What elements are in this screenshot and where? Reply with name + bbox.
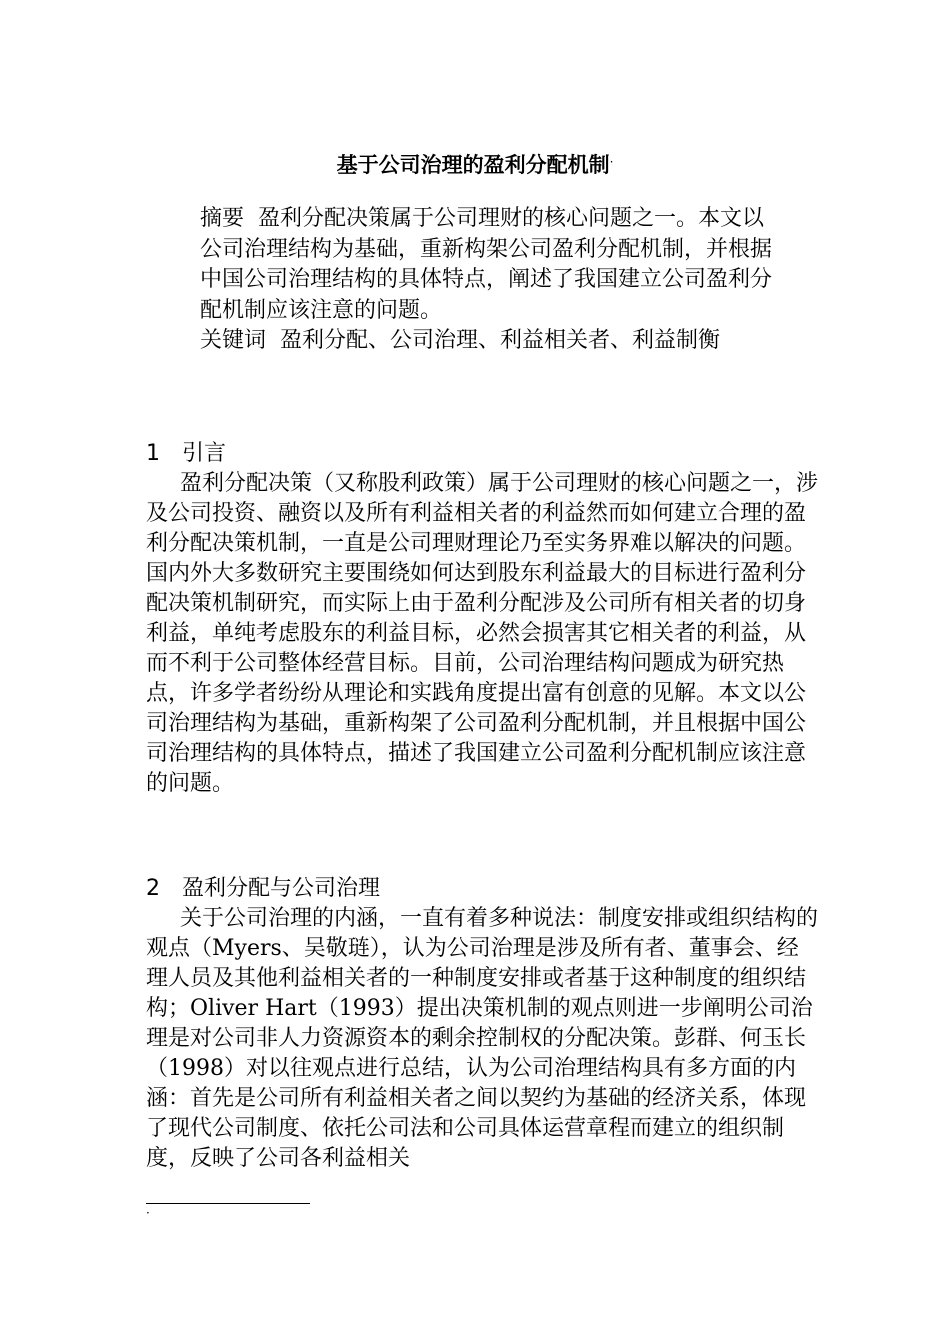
section-number: 2 xyxy=(146,876,160,901)
footnote-marker: · xyxy=(146,1206,150,1220)
section-title: 盈利分配与公司治理 xyxy=(182,876,381,901)
section-heading xyxy=(146,873,818,904)
keywords-paragraph xyxy=(200,326,780,357)
keywords-label: 关键词 xyxy=(200,328,267,353)
paper-title xyxy=(0,146,950,181)
section-paragraph: 关于公司治理的内涵，一直有着多种说法：制度安排或组织结构的观点（Myers、吴敬琏），认为公司治理是涉及所有者、董事会、经理人员及其他利益相关者的一种制度安排或者基于这种制度的组织结构；Oliver Hart（1993）提出决策机制的观点则进一步阐明公司治理是对公司非人力资源资本的剩余控制权的分配决策。彭群、何玉长（1998）对以往观点进行总结，认为公司治理结构具有多方面的内涵：首先是公司所有利益相关者之间以契约为基础的经济关系，体现了现代公司制度、依托公司法和公司具体运营章程而建立的组织制度，反映了公司各利益相关 xyxy=(146,906,819,1171)
paper-title-text: 基于公司治理的盈利分配机制 xyxy=(336,153,610,177)
section-heading xyxy=(146,438,818,469)
abstract-block xyxy=(200,204,780,357)
abstract-label: 摘要 xyxy=(200,206,245,231)
section-profit-distribution-governance xyxy=(146,873,818,1174)
section-paragraph: 盈利分配决策（又称股利政策）属于公司理财的核心问题之一，涉及公司投资、融资以及所有利益相关者的利益然而如何建立合理的盈利分配决策机制，一直是公司理财理论乃至实务界难以解决的问题。国内外大多数研究主要围绕如何达到股东利益最大的目标进行盈利分配决策机制研究，而实际上由于盈利分配涉及公司所有相关者的切身利益，单纯考虑股东的利益目标，必然会损害其它相关者的利益，从而不利于公司整体经营目标。目前，公司治理结构问题成为研究热点，许多学者纷纷从理论和实践角度提出富有创意的见解。本文以公司治理结构为基础，重新构架了公司盈利分配机制，并且根据中国公司治理结构的具体特点，描述了我国建立公司盈利分配机制应该注意的问题。 xyxy=(146,471,819,796)
section-title: 引言 xyxy=(182,441,227,466)
abstract-paragraph xyxy=(200,204,780,326)
footnote-separator xyxy=(146,1203,310,1204)
title-footnote-marker: · xyxy=(609,155,614,169)
section-introduction xyxy=(146,438,818,799)
keywords-text: 盈利分配、公司治理、利益相关者、利益制衡 xyxy=(280,328,721,353)
abstract-text: 盈利分配决策属于公司理财的核心问题之一。本文以公司治理结构为基础，重新构架公司盈利分配机制，并根据中国公司治理结构的具体特点，阐述了我国建立公司盈利分配机制应该注意的问题。 xyxy=(200,206,773,323)
section-number: 1 xyxy=(146,441,160,466)
